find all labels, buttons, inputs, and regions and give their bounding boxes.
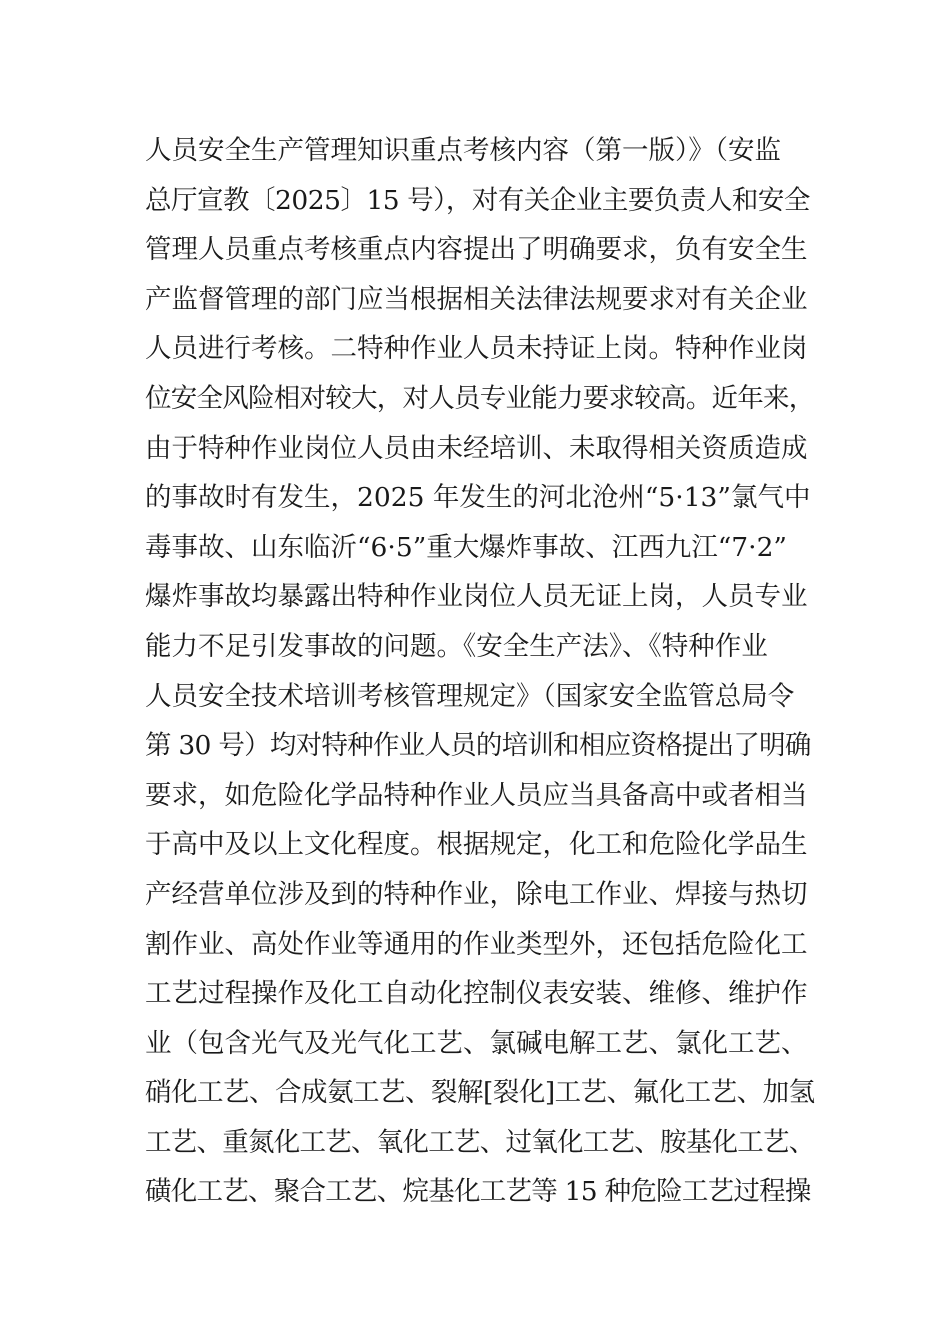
text-line: 硝化工艺、合成氨工艺、裂解[裂化]工艺、氟化工艺、加氢 [145, 1077, 815, 1109]
text-line: 的事故时有发生，2025 年发生的河北沧州“5·13”氯气中 [145, 482, 811, 514]
text-line: 磺化工艺、聚合工艺、烷基化工艺等 15 种危险工艺过程操 [145, 1176, 811, 1208]
text-line: 管理人员重点考核重点内容提出了明确要求，负有安全生 [145, 234, 808, 266]
text-line: 工艺、重氮化工艺、氧化工艺、过氧化工艺、胺基化工艺、 [145, 1126, 815, 1158]
text-line: 业（包含光气及光气化工艺、氯碱电解工艺、氯化工艺、 [145, 1027, 808, 1059]
text-line: 人员安全技术培训考核管理规定》（国家安全监管总局令 [145, 680, 795, 712]
text-line: 第 30 号）均对特种作业人员的培训和相应资格提出了明确 [145, 730, 811, 762]
text-line: 由于特种作业岗位人员由未经培训、未取得相关资质造成 [145, 432, 808, 464]
body-paragraph [145, 126, 815, 1217]
text-line: 工艺过程操作及化工自动化控制仪表安装、维修、维护作 [145, 978, 808, 1010]
text-line: 能力不足引发事故的问题。《安全生产法》、《特种作业 [145, 630, 768, 662]
text-line: 于高中及以上文化程度。根据规定，化工和危险化学品生 [145, 829, 808, 861]
text-line: 人员进行考核。二特种作业人员未持证上岗。特种作业岗 [145, 333, 808, 365]
text-line: 总厅宣教〔2025〕15 号），对有关企业主要负责人和安全 [145, 184, 810, 216]
text-line: 毒事故、山东临沂“6·5”重大爆炸事故、江西九江“7·2” [145, 531, 787, 563]
text-line: 爆炸事故均暴露出特种作业岗位人员无证上岗，人员专业 [145, 581, 808, 613]
text-line: 割作业、高处作业等通用的作业类型外，还包括危险化工 [145, 928, 808, 960]
text-line: 位安全风险相对较大，对人员专业能力要求较高。近年来， [145, 382, 815, 414]
text-line: 要求，如危险化学品特种作业人员应当具备高中或者相当 [145, 779, 808, 811]
text-line: 产监督管理的部门应当根据相关法律法规要求对有关企业 [145, 283, 808, 315]
text-line: 产经营单位涉及到的特种作业，除电工作业、焊接与热切 [145, 878, 808, 910]
text-line: 人员安全生产管理知识重点考核内容（第一版）》（安监 [145, 135, 781, 166]
